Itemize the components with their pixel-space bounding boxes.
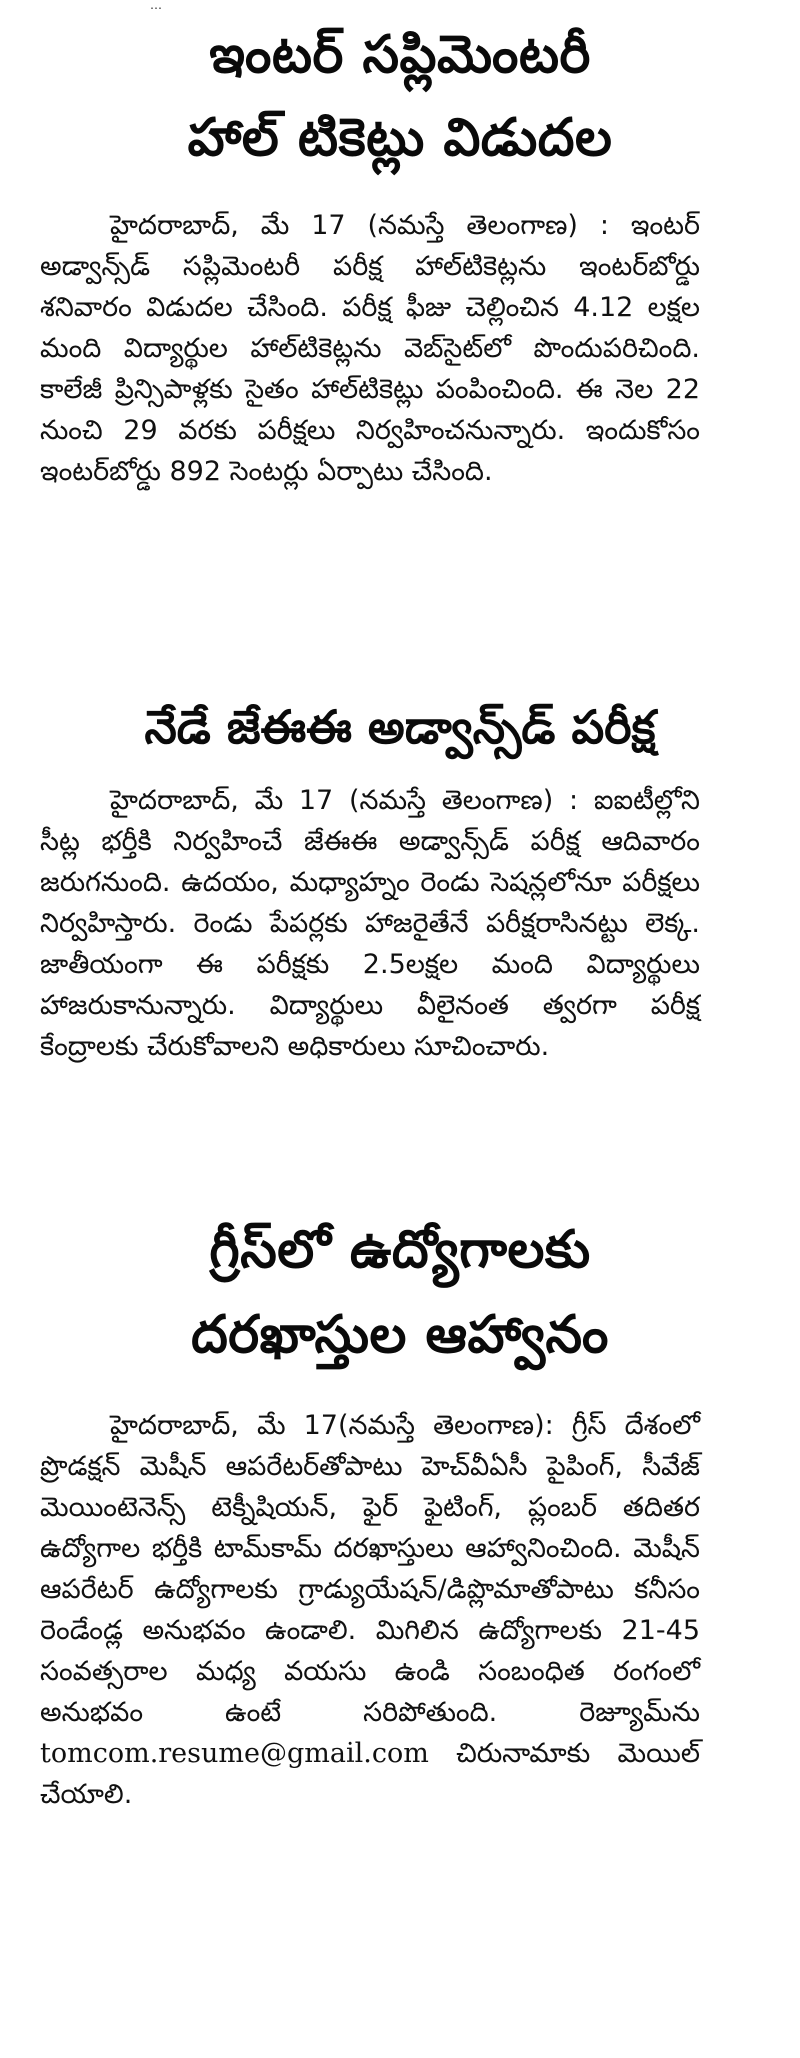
article-3-headline-line-1: గ్రీస్‌లో ఉద్యోగాలకు [209, 1220, 591, 1280]
article-3-paragraph [40, 1405, 700, 1815]
article-1-headline-line-1: ఇంటర్ సప్లిమెంటరీ [209, 25, 591, 85]
article-2-paragraph: హైదరాబాద్, మే 17 (నమస్తే తెలంగాణ) : ఐఐటీల్లోని సీట్ల భర్తీకి నిర్వహించే జేఈఈ అడ్వాన్స్‌డ్ పరీక్ష ఆదివారం జరుగనుంది. ఉదయం, మధ్యాహ్నం రెండు సెషన్లలోనూ పరీక్షలు నిర్వహిస్తారు. రెండు పేపర్లకు హాజరైతేనే పరీక్షరాసినట్టు లెక్క. జాతీయంగా ఈ పరీక్షకు 2.5లక్షల మంది విద్యార్థులు హాజరుకానున్నారు. విద్యార్థులు వీలైనంత త్వరగా పరీక్ష కేంద్రాలకు చేరుకోవాలని అధికారులు సూచించారు. [40, 785, 700, 1062]
article-2-headline: నేడే జేఈఈ అడ్వాన్స్‌డ్ పరీక్ష [144, 700, 656, 754]
article-3-headline-line-2: దరఖాస్తుల ఆహ్వానం [191, 1305, 609, 1365]
article-1-headline-line-2: హాల్ టికెట్లు విడుదల [187, 108, 613, 168]
article-2-body [40, 780, 700, 1067]
article-3-body [40, 1405, 700, 1815]
article-3-text: హైదరాబాద్, మే 17(నమస్తే తెలంగాణ): గ్రీస్ దేశంలో ప్రొడక్షన్ మెషీన్ ఆపరేటర్‌తోపాటు హెచ్‌వీఏసీ పైపింగ్, సీవేజ్ మెయింటెనెన్స్ టెక్నీషియన్, ఫైర్ ఫైటింగ్, ప్లంబర్ తదితర ఉద్యోగాల భర్తీకి టామ్‌కామ్ దరఖాస్తులు ఆహ్వానించింది. మెషీన్ ఆపరేటర్ ఉద్యోగాలకు గ్రాడ్యుయేషన్/డిప్లొమాతోపాటు కనీసం రెండేండ్ల అనుభవం ఉండాలి. మిగిలిన ఉద్యోగాలకు 21-45 సంవత్సరాల మధ్య వయసు ఉండి సంబంధిత రంగంలో అనుభవం ఉంటే సరిపోతుంది. రెజ్యూమ్‌ను [40, 1410, 700, 1728]
article-3-text-tail: చిరునామాకు మెయిల్ చేయాలి. [40, 1738, 700, 1810]
cut-off-text-fragment: … [150, 0, 162, 10]
article-1-paragraph: హైదరాబాద్, మే 17 (నమస్తే తెలంగాణ) : ఇంటర్ అడ్వాన్స్‌డ్ సప్లిమెంటరీ పరీక్ష హాల్‌టికెట్లను ఇంటర్‌బోర్డు శనివారం విడుదల చేసింది. పరీక్ష ఫీజు చెల్లించిన 4.12 లక్షల మంది విద్యార్థుల హాల్‌టికెట్లను వెబ్‌సైట్‌లో పొందుపరిచింది. కాలేజీ ప్రిన్సిపాళ్లకు సైతం హాల్‌టికెట్లు పంపించింది. ఈ నెల 22 నుంచి 29 వరకు పరీక్షలు నిర్వహించనున్నారు. ఇందుకోసం ఇంటర్‌బోర్డు 892 సెంటర్లు ఏర్పాటు చేసింది. [40, 210, 700, 487]
email-address: tomcom.resume@gmail.com [40, 1738, 429, 1769]
article-1-body [40, 205, 700, 492]
